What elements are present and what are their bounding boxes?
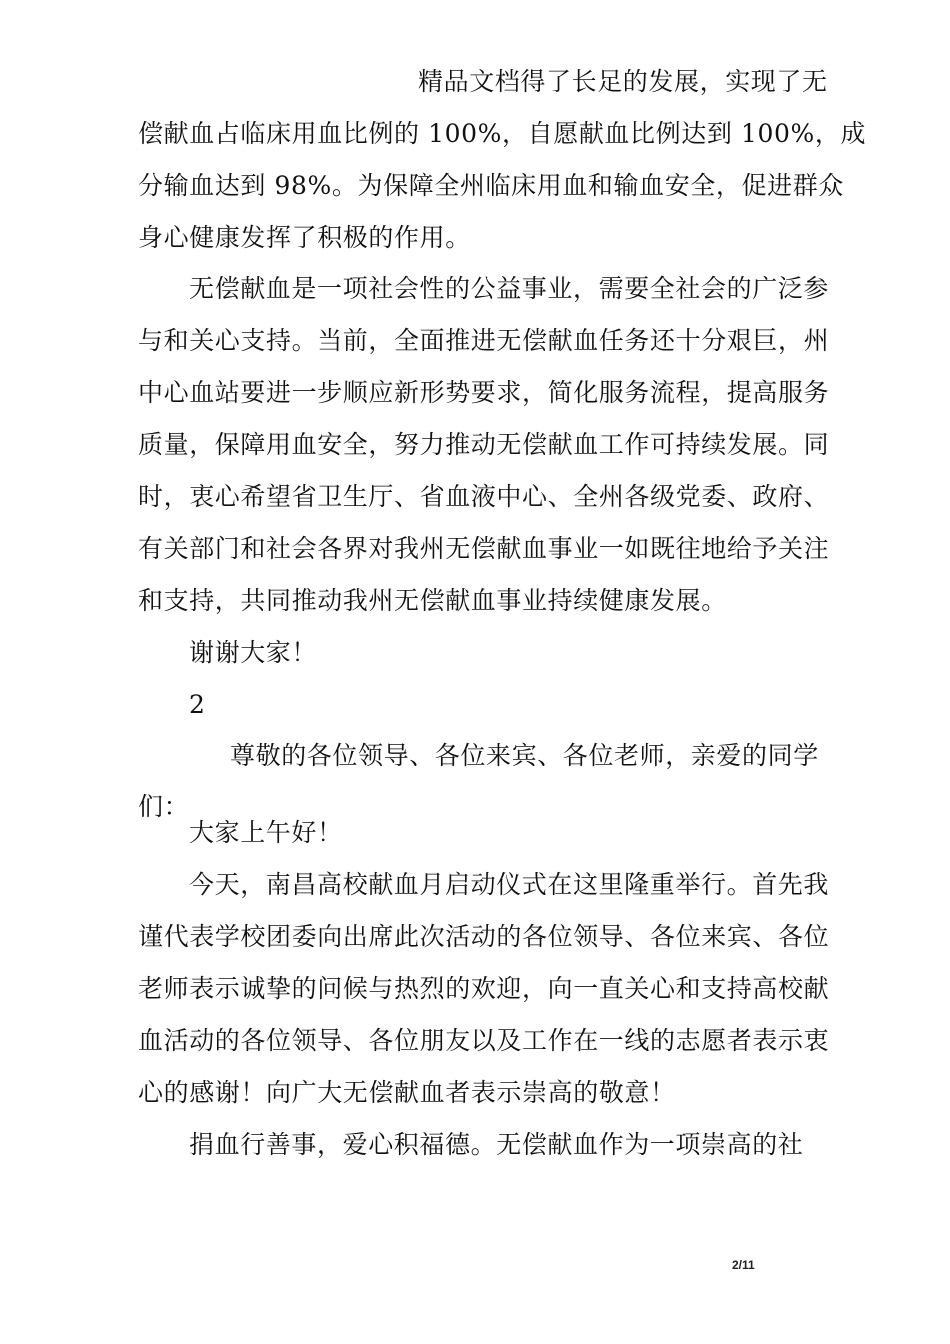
text-line-4: 身心健康发挥了积极的作用。 xyxy=(138,223,471,252)
text-line-3: 分输血达到 98%。为保障全州临床用血和输血安全，促进群众 xyxy=(138,171,844,200)
text-line-9: 时，衷心希望省卫生厅、省血液中心、全州各级党委、政府、 xyxy=(138,482,830,511)
text-line-7: 中心血站要进一步顺应新形势要求，简化服务流程，提高服务 xyxy=(138,378,830,407)
text-line-8: 质量，保障用血安全，努力推动无偿献血工作可持续发展。同 xyxy=(138,430,830,459)
text-line-6: 与和关心支持。当前，全面推进无偿献血任务还十分艰巨，州 xyxy=(138,326,830,355)
text-line-22: 捐血行善事，爱心积福德。无偿献血作为一项崇高的社 xyxy=(189,1130,804,1159)
text-line-5: 无偿献血是一项社会性的公益事业，需要全社会的广泛参 xyxy=(189,274,830,303)
text-line-15: 们： xyxy=(138,792,190,821)
text-line-14: 尊敬的各位领导、各位来宾、各位老师，亲爱的同学 xyxy=(230,741,819,770)
text-line-18: 谨代表学校团委向出席此次活动的各位领导、各位来宾、各位 xyxy=(138,922,830,951)
text-line-16: 大家上午好！ xyxy=(189,818,343,847)
text-line-19: 老师表示诚挚的问候与热烈的欢迎，向一直关心和支持高校献 xyxy=(138,974,830,1003)
text-line-20: 血活动的各位领导、各位朋友以及工作在一线的志愿者表示衷 xyxy=(138,1026,830,1055)
text-line-17: 今天，南昌高校献血月启动仪式在这里隆重举行。首先我 xyxy=(189,870,830,899)
text-line-2: 偿献血占临床用血比例的 100%，自愿献血比例达到 100%，成 xyxy=(138,119,867,148)
text-line-21: 心的感谢！向广大无偿献血者表示崇高的敬意！ xyxy=(138,1078,676,1107)
section-number: 2 xyxy=(189,690,206,719)
page-number: 2/11 xyxy=(732,1258,755,1272)
text-line-11: 和支持，共同推动我州无偿献血事业持续健康发展。 xyxy=(138,586,727,615)
text-line-12: 谢谢大家！ xyxy=(189,638,318,667)
text-line-10: 有关部门和社会各界对我州无偿献血事业一如既往地给予关注 xyxy=(138,534,830,563)
text-line-1: 精品文档得了长足的发展，实现了无 xyxy=(418,67,828,96)
